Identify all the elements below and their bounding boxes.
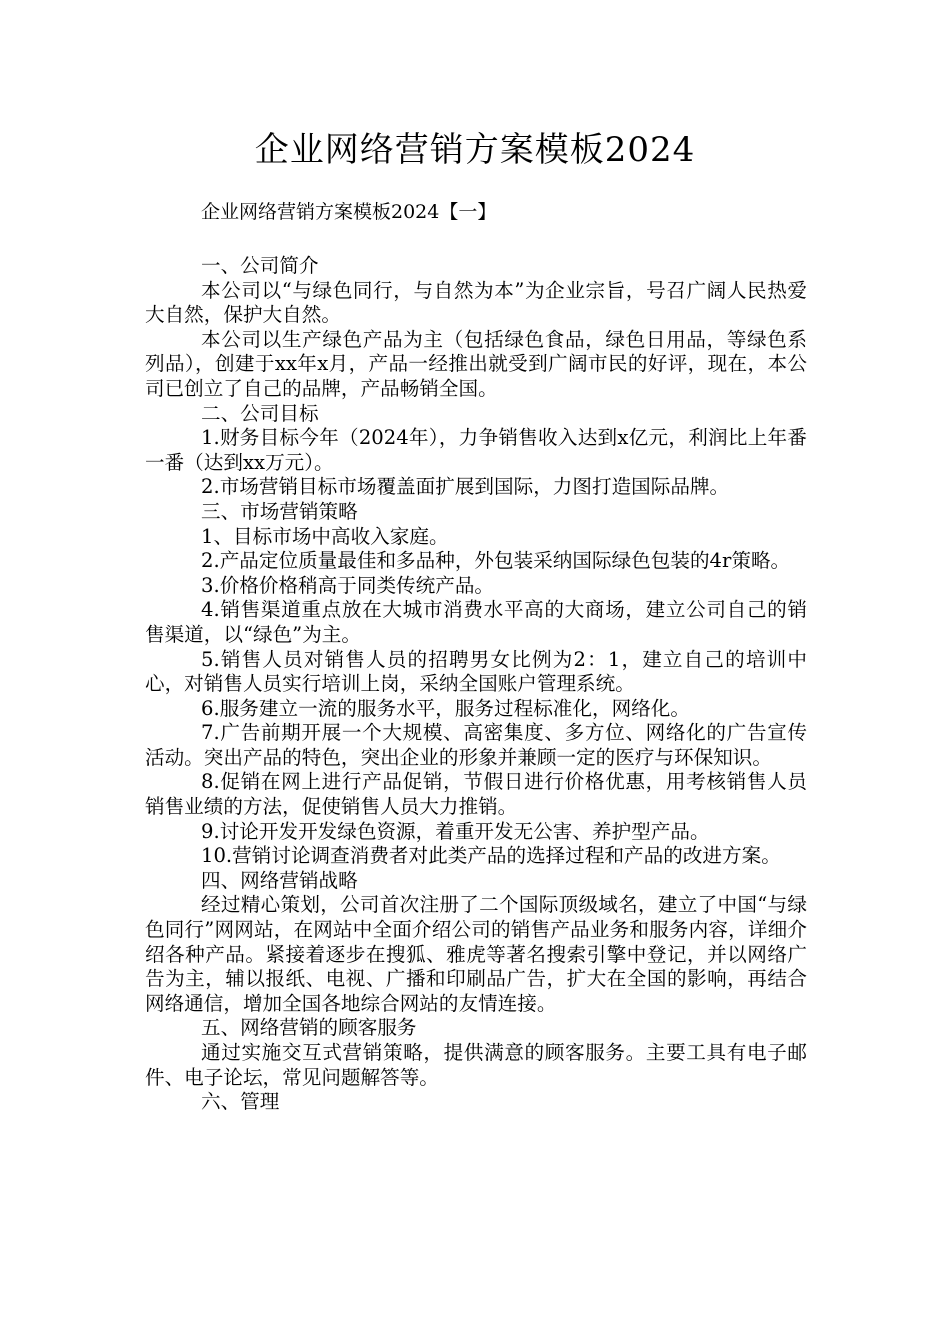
section-heading-management: 六、管理 — [201, 1090, 280, 1114]
paragraph: 7.广告前期开展一个大规模、高密集度、多方位、网络化的广告宣传活动。突出产品的特色，突出企业的形象并兼顾一定的医疗与环保知识。 — [145, 721, 807, 769]
paragraph: 2.市场营销目标市场覆盖面扩展到国际，力图打造国际品牌。 — [201, 475, 730, 499]
paragraph: 8.促销在网上进行产品促销，节假日进行价格优惠，用考核销售人员销售业绩的方法，促使销售人员大力推销。 — [145, 770, 807, 819]
paragraph: 1.财务目标今年（2024年），力争销售收入达到x亿元，利润比上年番一番（达到xx万元）。 — [145, 426, 807, 474]
paragraph: 通过实施交互式营销策略，提供满意的顾客服务。主要工具有电子邮件、电子论坛，常见问题解答等。 — [145, 1041, 807, 1089]
paragraph: 2.产品定位质量最佳和多品种，外包装采纳国际绿色包装的4r策略。 — [201, 549, 791, 573]
paragraph: 1、目标市场中高收入家庭。 — [201, 524, 449, 548]
paragraph: 经过精心策划，公司首次注册了二个国际顶级域名，建立了中国“与绿色同行”网网站，在网站中全面介绍公司的销售产品业务和服务内容，详细介绍各种产品。紧接着逐步在搜狐、雅虎等著名搜索引擎中登记，并以网络广告为主，辅以报纸、电视、广播和印刷品广告，扩大在全国的影响，再结合网络通信，增加全国各地综合网站的友情连接。 — [145, 893, 807, 1015]
paragraph: 9.讨论开发开发绿色资源，着重开发无公害、养护型产品。 — [201, 819, 710, 843]
paragraph: 10.营销讨论调查消费者对此类产品的选择过程和产品的改进方案。 — [201, 844, 781, 868]
section-heading-customer-service: 五、网络营销的顾客服务 — [201, 1016, 417, 1040]
section-heading-company-intro: 一、公司简介 — [201, 254, 319, 277]
document-body — [145, 254, 807, 1115]
paragraph: 本公司以“与绿色同行，与自然为本”为企业宗旨，号召广阔人民热爱大自然，保护大自然。 — [145, 278, 807, 327]
paragraph: 6.服务建立一流的服务水平，服务过程标准化，网络化。 — [201, 696, 690, 720]
paragraph: 4.销售渠道重点放在大城市消费水平高的大商场，建立公司自己的销售渠道，以“绿色”为主。 — [145, 598, 807, 646]
paragraph: 本公司以生产绿色产品为主（包括绿色食品，绿色日用品，等绿色系列品），创建于xx年x月，产品一经推出就受到广阔市民的好评，现在，本公司已创立了自己的品牌，产品畅销全国。 — [145, 327, 807, 400]
document-subtitle: 企业网络营销方案模板2024【一】 — [201, 201, 497, 223]
paragraph: 3.价格价格稍高于同类传统产品。 — [201, 573, 495, 597]
section-heading-network-strategy: 四、网络营销战略 — [201, 868, 358, 892]
section-heading-marketing-strategy: 三、市场营销策略 — [201, 499, 358, 523]
document-title: 企业网络营销方案模板2024 — [254, 130, 696, 170]
paragraph: 5.销售人员对销售人员的招聘男女比例为2：1，建立自己的培训中心，对销售人员实行培训上岗，采纳全国账户管理系统。 — [145, 647, 807, 696]
section-heading-company-goals: 二、公司目标 — [201, 401, 319, 425]
